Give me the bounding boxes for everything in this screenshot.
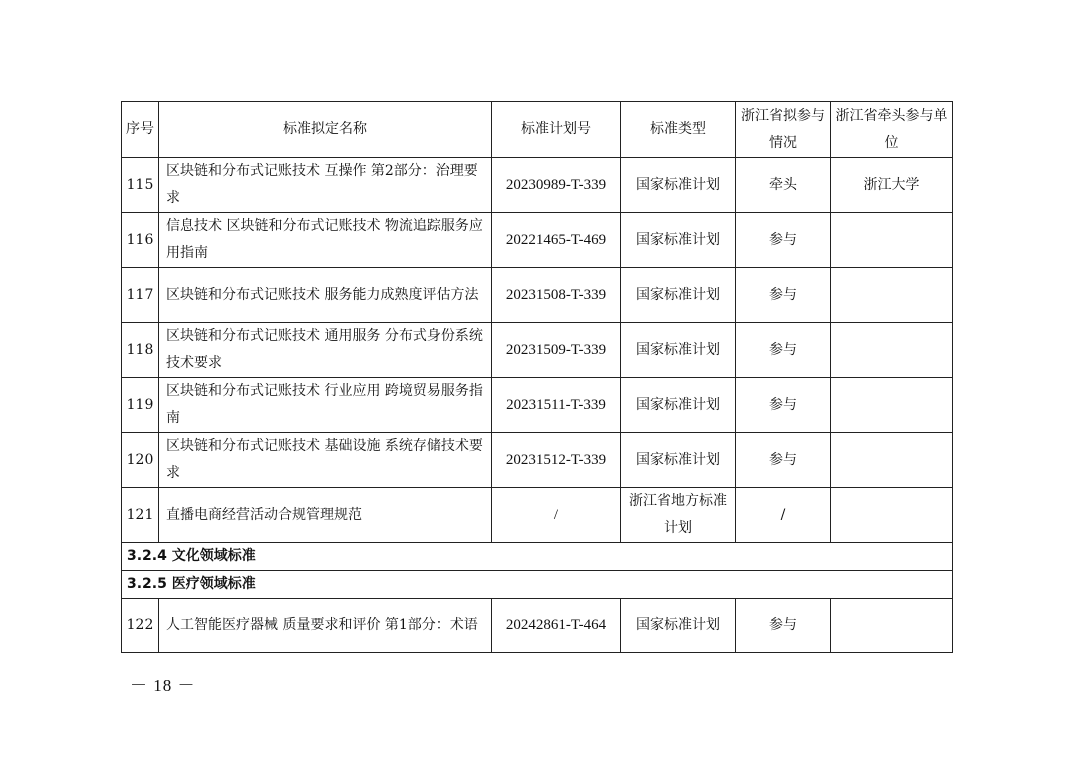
table-row xyxy=(122,323,953,378)
row-type: 国家标准计划 xyxy=(621,433,736,488)
row-type: 国家标准计划 xyxy=(621,268,736,323)
row-participation: 参与 xyxy=(736,268,831,323)
row-plan: 20231511-T-339 xyxy=(492,378,621,433)
row-type: 国家标准计划 xyxy=(621,378,736,433)
table-row xyxy=(122,599,953,653)
section-row-culture xyxy=(122,543,953,571)
row-type: 国家标准计划 xyxy=(621,599,736,653)
row-type: 浙江省地方标准计划 xyxy=(621,488,736,543)
row-index: 119 xyxy=(122,378,159,433)
row-name: 直播电商经营活动合规管理规范 xyxy=(159,488,492,543)
row-index: 118 xyxy=(122,323,159,378)
row-name: 区块链和分布式记账技术 基础设施 系统存储技术要求 xyxy=(159,433,492,488)
page-number: － 18 － xyxy=(130,676,196,695)
row-plan: 20231509-T-339 xyxy=(492,323,621,378)
row-index: 116 xyxy=(122,213,159,268)
row-participation: 参与 xyxy=(736,599,831,653)
standards-table xyxy=(121,101,953,653)
row-index: 117 xyxy=(122,268,159,323)
row-name: 信息技术 区块链和分布式记账技术 物流追踪服务应用指南 xyxy=(159,213,492,268)
row-name: 区块链和分布式记账技术 服务能力成熟度评估方法 xyxy=(159,268,492,323)
row-name: 区块链和分布式记账技术 通用服务 分布式身份系统技术要求 xyxy=(159,323,492,378)
row-type: 国家标准计划 xyxy=(621,323,736,378)
section-heading: 3.2.5 医疗领域标准 xyxy=(122,571,953,599)
row-plan: 20230989-T-339 xyxy=(492,158,621,213)
row-index: 115 xyxy=(122,158,159,213)
row-unit xyxy=(831,488,953,543)
row-plan: 20242861-T-464 xyxy=(492,599,621,653)
row-participation: / xyxy=(736,488,831,543)
header-type: 标准类型 xyxy=(621,102,736,158)
row-plan: / xyxy=(492,488,621,543)
table-row xyxy=(122,378,953,433)
header-index: 序号 xyxy=(122,102,159,158)
row-unit xyxy=(831,433,953,488)
row-plan: 20231508-T-339 xyxy=(492,268,621,323)
row-unit xyxy=(831,599,953,653)
row-participation: 参与 xyxy=(736,323,831,378)
table-row xyxy=(122,158,953,213)
header-name: 标准拟定名称 xyxy=(159,102,492,158)
table-row xyxy=(122,433,953,488)
row-name: 区块链和分布式记账技术 互操作 第2部分：治理要求 xyxy=(159,158,492,213)
row-plan: 20221465-T-469 xyxy=(492,213,621,268)
section-row-medical xyxy=(122,571,953,599)
row-unit xyxy=(831,323,953,378)
row-unit xyxy=(831,268,953,323)
row-name: 区块链和分布式记账技术 行业应用 跨境贸易服务指南 xyxy=(159,378,492,433)
row-participation: 牵头 xyxy=(736,158,831,213)
header-participation: 浙江省拟参与情况 xyxy=(736,102,831,158)
row-participation: 参与 xyxy=(736,213,831,268)
row-type: 国家标准计划 xyxy=(621,158,736,213)
row-name: 人工智能医疗器械 质量要求和评价 第1部分：术语 xyxy=(159,599,492,653)
table-row xyxy=(122,268,953,323)
row-participation: 参与 xyxy=(736,433,831,488)
header-plan: 标准计划号 xyxy=(492,102,621,158)
header-unit: 浙江省牵头参与单位 xyxy=(831,102,953,158)
row-unit: 浙江大学 xyxy=(831,158,953,213)
row-unit xyxy=(831,213,953,268)
row-participation: 参与 xyxy=(736,378,831,433)
section-heading: 3.2.4 文化领域标准 xyxy=(122,543,953,571)
table-header-row xyxy=(122,102,953,158)
row-plan: 20231512-T-339 xyxy=(492,433,621,488)
row-unit xyxy=(831,378,953,433)
table-row xyxy=(122,213,953,268)
row-index: 122 xyxy=(122,599,159,653)
table-row xyxy=(122,488,953,543)
row-index: 120 xyxy=(122,433,159,488)
row-index: 121 xyxy=(122,488,159,543)
row-type: 国家标准计划 xyxy=(621,213,736,268)
